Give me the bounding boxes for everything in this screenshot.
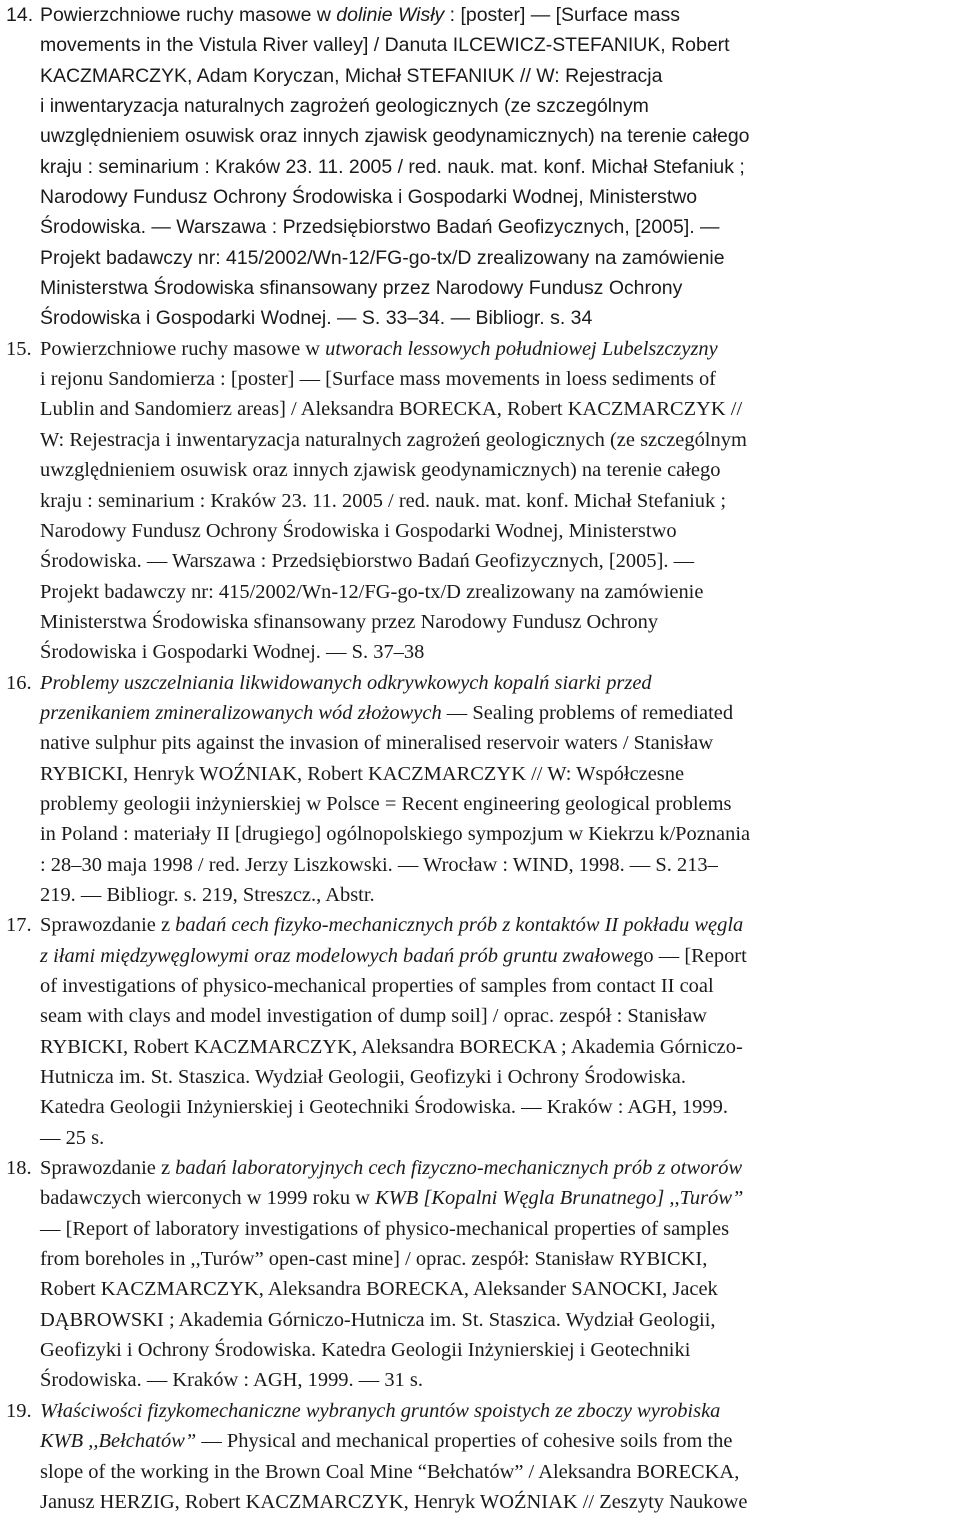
text-span: [Surface mass (550, 4, 680, 26)
entry-line (40, 212, 958, 242)
dash-separator: — (80, 883, 102, 906)
entry-line (40, 637, 958, 667)
text-span: S. 37–38 (346, 641, 425, 664)
text-span: in Poland : materiały II [drugiego] ogólnopolskiego sympozjum w Kiekrzu k/Poznania (40, 823, 751, 846)
text-span: Wrocław : WIND, 1998. (418, 853, 630, 876)
text-span: Środowiska i Gospodarki Wodnej. (40, 641, 327, 664)
bibliography-entry (0, 334, 960, 668)
entry-number: 16. (6, 671, 32, 694)
entry-line (40, 455, 958, 485)
text-span: Physical and mechanical properties of cohesive soils from the (221, 1430, 733, 1453)
text-span: RYBICKI, Robert KACZMARCZYK, Aleksandra BORECKA ; Akademia Górniczo- (40, 1035, 743, 1058)
bibliography-entry (0, 0, 960, 334)
entry-line (40, 1092, 958, 1122)
entry-line (40, 1396, 958, 1426)
entry-line (40, 425, 958, 455)
text-span: Ministerstwa Środowiska sfinansowany przez Narodowy Fundusz Ochrony (40, 610, 659, 633)
dash-separator: — (629, 853, 651, 876)
entry-line (40, 1183, 958, 1213)
entry-line (40, 941, 958, 971)
text-span: slope of the working in the Brown Coal Mine “Bełchatów” / Aleksandra BORECKA, (40, 1460, 740, 1483)
dash-separator: — (326, 641, 347, 664)
entry-line (40, 273, 958, 303)
entry-line (40, 1335, 958, 1365)
entry-number: 15. (6, 337, 32, 360)
dash-separator: — (673, 550, 695, 573)
text-span: Hutnicza im. St. Staszica. Wydział Geologii, Geofizyki i Ochrony Środowiska. (40, 1066, 686, 1089)
entry-line (40, 182, 958, 212)
text-span: Lublin and Sandomierz areas] / Aleksandra BORECKA, Robert KACZMARCZYK // (40, 398, 743, 421)
entry-line (40, 880, 958, 910)
entry-line (40, 152, 958, 182)
dash-separator: — (151, 216, 171, 239)
text-span: [Report (679, 944, 747, 967)
entry-number: 18. (6, 1157, 32, 1180)
text-span: kraju : seminarium : Kraków 23. 11. 2005 / red. nauk. mat. konf. Michał Stefaniuk ; (40, 155, 745, 178)
text-span: S. 33–34. (356, 307, 451, 330)
text-span: native sulphur pits against the invasion of mineralised reservoir waters / Stanisław (40, 732, 714, 755)
text-span: Powierzchniowe ruchy masowe w (40, 337, 326, 360)
dash-separator: — (201, 1430, 222, 1453)
text-span: Środowiska. (40, 1369, 147, 1392)
dash-separator: — (40, 1126, 61, 1149)
text-span: uwzględnieniem osuwisk oraz innych zjawisk geodynamicznych) na terenie całego (40, 125, 750, 148)
entry-line (40, 789, 958, 819)
entry-line (40, 303, 958, 333)
entry-line (40, 1244, 958, 1274)
entry-line (40, 698, 958, 728)
entry-line (40, 728, 958, 758)
text-span: KWB [Kopalni Węgla Brunatnego] ,,Turów” (375, 1187, 744, 1210)
entry-line (40, 30, 958, 60)
bibliography-entry (0, 1153, 960, 1396)
dash-separator: — (146, 550, 168, 573)
entry-line (40, 0, 958, 30)
text-span: badań cech fizyko-mechanicznych prób z kontaktów II pokładu węgla (175, 914, 744, 937)
entry-line (40, 850, 958, 880)
entry-line (40, 334, 958, 364)
bibliography-entry (0, 910, 960, 1153)
text-span: Geofizyki i Ochrony Środowiska. Katedra Geologii Inżynierskiej i Geotechniki (40, 1339, 691, 1362)
entry-line (40, 121, 958, 151)
entry-line (40, 910, 958, 940)
text-span: Projekt badawczy nr: 415/2002/Wn-12/FG-go-tx/D zrealizowany na zamówienie (40, 246, 725, 269)
dash-separator: — (446, 701, 468, 724)
dash-separator: — (299, 368, 321, 391)
entry-line (40, 1457, 958, 1487)
text-span: badawczych wierconych w 1999 roku w (40, 1187, 376, 1210)
entry-line (40, 61, 958, 91)
text-span: Projekt badawczy nr: 415/2002/Wn-12/FG-go-tx/D zrealizowany na zamówienie (40, 580, 704, 603)
text-span: Środowiska. (40, 216, 152, 239)
text-span: dolinie Wisły (336, 4, 445, 26)
entry-line (40, 1487, 958, 1517)
entry-line (40, 1153, 958, 1183)
entry-line (40, 1214, 958, 1244)
dash-separator: — (700, 216, 720, 239)
entry-line (40, 1305, 958, 1335)
entry-line (40, 364, 958, 394)
text-span: utworach lessowych południowej Lubelszczyzny (325, 337, 718, 360)
dash-separator: — (521, 1096, 542, 1119)
entry-line (40, 516, 958, 546)
dash-separator: — (397, 853, 419, 876)
entry-line (40, 546, 958, 576)
text-span: : [poster] (444, 4, 531, 26)
text-span: [Surface mass movements in loess sediments of (320, 368, 716, 391)
entry-line (40, 1123, 958, 1153)
text-span: Sprawozdanie z (40, 914, 176, 937)
text-span: movements in the Vistula River valley] / Danuta ILCEWICZ-STEFANIUK, Robert (40, 34, 730, 57)
entry-line (40, 577, 958, 607)
entry-line (40, 394, 958, 424)
text-span: [Report of laboratory investigations of physico-mechanical properties of samples (60, 1217, 730, 1240)
text-span: Powierzchniowe ruchy masowe w (40, 4, 337, 26)
text-span: Problemy uszczelniania likwidowanych odkrywkowych kopalń siarki przed (40, 671, 652, 694)
entry-line (40, 607, 958, 637)
entry-line (40, 1365, 958, 1395)
dash-separator: — (40, 1217, 61, 1240)
text-span: DĄBROWSKI ; Akademia Górniczo-Hutnicza im. St. Staszica. Wydział Geologii, (40, 1308, 716, 1331)
dash-separator: — (450, 307, 471, 330)
entry-number: 17. (6, 914, 32, 937)
text-span: Środowiska. (40, 550, 147, 573)
entry-line (40, 1001, 958, 1031)
text-span: z iłami międzywęglowymi oraz modelowych badań prób gruntu zwałowe (40, 944, 634, 967)
text-span: from boreholes in ,,Turów” open-cast mine] / oprac. zespół: Stanisław RYBICKI, (40, 1248, 708, 1271)
text-span: Bibliogr. s. 219, Streszcz., Abstr. (101, 883, 375, 906)
entry-line (40, 1032, 958, 1062)
text-span: Kraków : AGH, 1999. (167, 1369, 359, 1392)
entry-number: 14. (6, 4, 34, 26)
text-span: Sealing problems of remediated (467, 701, 734, 724)
text-span: badań laboratoryjnych cech fizyczno-mechanicznych prób z otworów (175, 1157, 743, 1180)
text-span: Narodowy Fundusz Ochrony Środowiska i Gospodarki Wodnej, Ministerstwo (40, 186, 698, 209)
dash-separator: — (358, 1369, 380, 1392)
text-span: of investigations of physico-mechanical properties of samples from contact II coal (40, 975, 714, 997)
entry-line (40, 243, 958, 273)
dash-separator: — (658, 944, 680, 967)
text-span: 31 s. (379, 1369, 423, 1392)
entry-line (40, 759, 958, 789)
text-span: Narodowy Fundusz Ochrony Środowiska i Gospodarki Wodnej, Ministerstwo (40, 519, 677, 542)
text-span: Kraków : AGH, 1999. (541, 1096, 728, 1119)
dash-separator: — (146, 1369, 168, 1392)
text-span: KWB ,,Bełchatów” (40, 1430, 197, 1453)
text-span: i rejonu Sandomierza : [poster] (40, 368, 300, 391)
entry-line (40, 91, 958, 121)
text-span: Katedra Geologii Inżynierskiej i Geotechniki Środowiska. (40, 1096, 522, 1119)
bibliography-entry (0, 668, 960, 911)
text-span: przenikaniem zmineralizowanych wód złożowych (40, 701, 442, 724)
text-span: RYBICKI, Henryk WOŹNIAK, Robert KACZMARCZYK // W: Współczesne (40, 762, 685, 785)
text-span: Ministerstwa Środowiska sfinansowany przez Narodowy Fundusz Ochrony (40, 277, 683, 300)
text-span: Środowiska i Gospodarki Wodnej. (40, 307, 338, 330)
text-span: 219. (40, 883, 81, 906)
text-span: go (633, 944, 659, 967)
text-span: Sprawozdanie z (40, 1157, 176, 1180)
text-span: S. 213– (650, 853, 718, 876)
text-span: seam with clays and model investigation of dump soil] / oprac. zespół : Stanisław (40, 1005, 707, 1028)
text-span: uwzględnieniem osuwisk oraz innych zjawisk geodynamicznych) na terenie całego (40, 459, 721, 482)
entry-line (40, 1062, 958, 1092)
text-span: Bibliogr. s. 34 (470, 307, 593, 330)
text-span: i inwentaryzacja naturalnych zagrożeń geologicznych (ze szczególnym (40, 95, 649, 118)
entry-line (40, 1426, 958, 1456)
entry-line (40, 819, 958, 849)
text-span: Warszawa : Przedsiębiorstwo Badań Geofizycznych, [2005]. (170, 216, 701, 239)
text-span: W: Rejestracja i inwentaryzacja naturalnych zagrożeń geologicznych (ze szczególnym (40, 428, 747, 451)
dash-separator: — (530, 4, 551, 26)
text-span: Właściwości fizykomechaniczne wybranych gruntów spoistych ze zboczy wyrobiska (40, 1399, 721, 1422)
text-span: Janusz HERZIG, Robert KACZMARCZYK, Henryk WOŹNIAK // Zeszyty Naukowe (40, 1490, 748, 1513)
entry-line (40, 486, 958, 516)
text-span: : 28–30 maja 1998 / red. Jerzy Liszkowski. (40, 853, 398, 876)
entry-number: 19. (6, 1399, 32, 1422)
text-span: Robert KACZMARCZYK, Aleksandra BORECKA, Aleksander SANOCKI, Jacek (40, 1278, 718, 1301)
entry-line (40, 971, 958, 1001)
bibliography-entry (0, 1396, 960, 1517)
dash-separator: — (337, 307, 357, 330)
text-span: Warszawa : Przedsiębiorstwo Badań Geofizycznych, [2005]. (167, 550, 674, 573)
text-span: KACZMARCZYK, Adam Koryczan, Michał STEFANIUK // W: Rejestracja (40, 64, 663, 87)
text-span: 25 s. (60, 1126, 105, 1149)
entry-line (40, 668, 958, 698)
text-span: problemy geologii inżynierskiej w Polsce = Recent engineering geological problems (40, 792, 732, 815)
entry-line (40, 1274, 958, 1304)
text-span: kraju : seminarium : Kraków 23. 11. 2005 / red. nauk. mat. konf. Michał Stefaniuk ; (40, 489, 727, 512)
